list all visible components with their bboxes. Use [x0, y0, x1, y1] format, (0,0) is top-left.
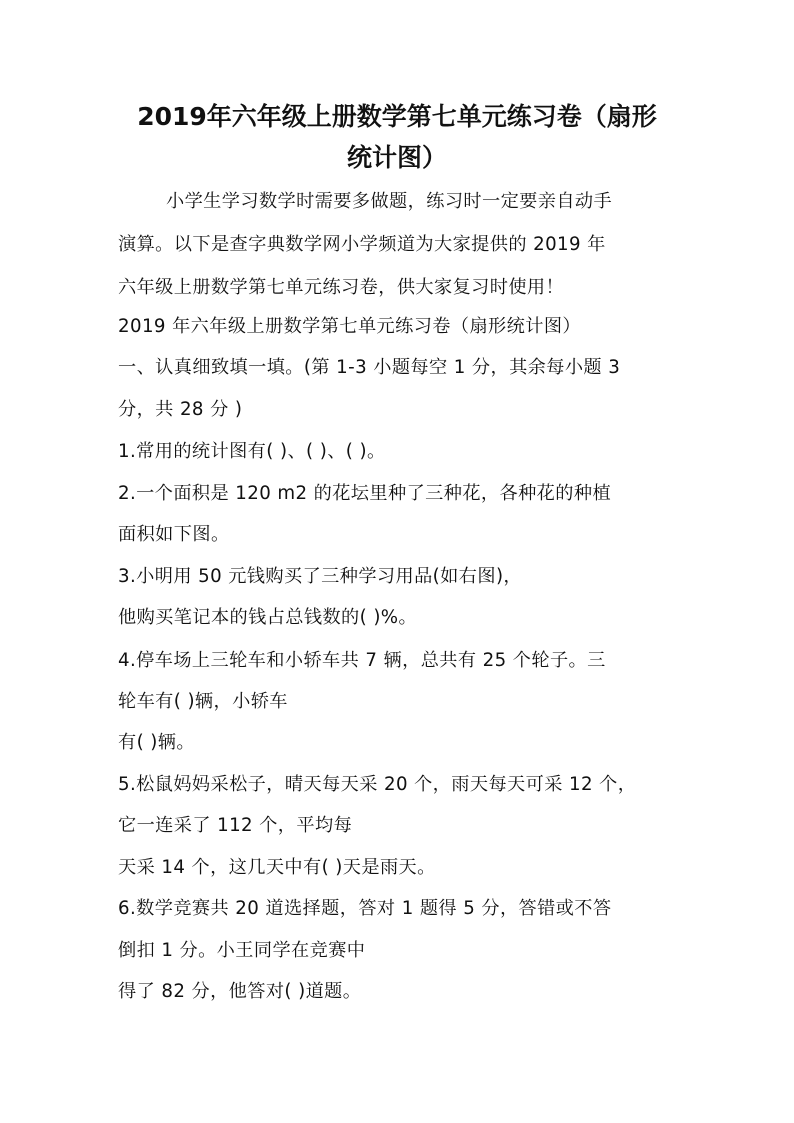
question-5-continued: 它一连采了 112 个，平均每: [118, 815, 353, 836]
question-5: 5.松鼠妈妈采松子，晴天每天采 20 个，雨天每天可采 12 个，: [118, 774, 637, 795]
section-heading: 2019 年六年级上册数学第七单元练习卷（扇形统计图）: [118, 316, 581, 337]
question-6-end: 得了 82 分，他答对( )道题。: [118, 981, 362, 1002]
intro-line-2: 演算。以下是查字典数学网小学频道为大家提供的 2019 年: [118, 234, 606, 255]
page-title-continued: 统计图）: [346, 143, 447, 172]
question-2: 2.一个面积是 120 m2 的花坛里种了三种花，各种花的种植: [118, 483, 612, 504]
question-4-continued: 轮车有( )辆，小轿车: [118, 691, 288, 712]
question-3-continued: 他购买笔记本的钱占总钱数的( )%。: [118, 607, 418, 628]
question-3: 3.小明用 50 元钱购买了三种学习用品(如右图)，: [118, 566, 523, 587]
question-6-continued: 倒扣 1 分。小王同学在竞赛中: [118, 940, 366, 961]
question-2-continued: 面积如下图。: [118, 524, 230, 545]
part-one-instructions: 一、认真细致填一填。(第 1-3 小题每空 1 分，其余每小题 3: [118, 357, 621, 378]
intro-line-1: 小学生学习数学时需要多做题，练习时一定要亲自动手: [166, 191, 613, 212]
question-1: 1.常用的统计图有( )、( )、( )。: [118, 441, 386, 462]
question-6: 6.数学竞赛共 20 道选择题，答对 1 题得 5 分，答错或不答: [118, 898, 612, 919]
question-4-end: 有( )辆。: [118, 732, 195, 753]
question-5-end: 天采 14 个，这几天中有( )天是雨天。: [118, 857, 436, 878]
page-title: 2019年六年级上册数学第七单元练习卷（扇形: [137, 102, 657, 131]
question-4: 4.停车场上三轮车和小轿车共 7 辆，总共有 25 个轮子。三: [118, 650, 606, 671]
intro-line-3: 六年级上册数学第七单元练习卷，供大家复习时使用！: [118, 277, 565, 298]
part-one-instructions-continued: 分，共 28 分 ): [118, 399, 243, 420]
